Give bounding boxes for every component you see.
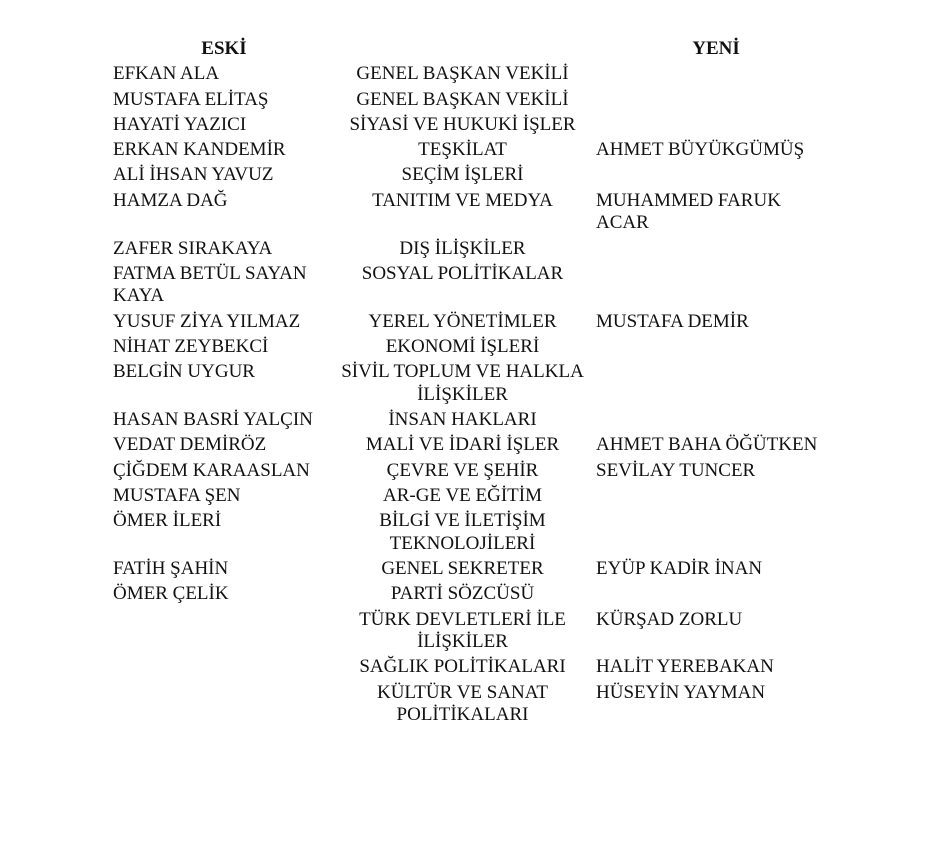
old-name-cell: FATMA BETÜL SAYAN KAYA	[113, 262, 307, 307]
new-name-cell	[590, 409, 836, 434]
position-cell: SİYASİ VE HUKUKİ İŞLER	[349, 113, 576, 135]
new-name-cell: HALİT YEREBAKAN	[596, 656, 774, 678]
position-cell: SİVİL TOPLUM VE HALKLA İLİŞKİLER	[341, 361, 584, 405]
table-row	[113, 336, 836, 361]
table-row	[113, 510, 836, 558]
old-name-cell: ERKAN KANDEMİR	[113, 139, 286, 161]
new-name-cell	[590, 485, 836, 510]
old-name-cell: EFKAN ALA	[113, 63, 220, 85]
old-name-cell: MUSTAFA ELİTAŞ	[113, 88, 269, 110]
new-name-cell	[590, 336, 836, 361]
old-name-cell: ZAFER SIRAKAYA	[113, 237, 273, 259]
old-name-cell: BELGİN UYGUR	[113, 361, 255, 383]
position-cell: SOSYAL POLİTİKALAR	[361, 262, 564, 284]
new-name-cell	[590, 164, 836, 189]
new-name-cell	[590, 263, 836, 311]
table-row	[113, 311, 836, 336]
header-row	[113, 38, 836, 63]
old-new-comparison-table	[113, 38, 836, 730]
position-cell: TEŞKİLAT	[418, 139, 507, 161]
header-old: ESKİ	[201, 38, 247, 59]
table-row	[113, 558, 836, 583]
new-name-cell: AHMET BAHA ÖĞÜTKEN	[596, 434, 818, 456]
header-new: YENİ	[692, 38, 740, 59]
old-name-cell: NİHAT ZEYBEKCİ	[113, 335, 269, 357]
position-cell: YEREL YÖNETİMLER	[368, 310, 557, 332]
table-row	[113, 89, 836, 114]
old-name-cell: MUSTAFA ŞEN	[113, 484, 241, 506]
new-name-cell: MUHAMMED FARUK ACAR	[596, 189, 781, 234]
position-cell: KÜLTÜR VE SANAT POLİTİKALARI	[376, 681, 549, 726]
old-name-cell	[113, 682, 335, 730]
old-name-cell: ÇİĞDEM KARAASLAN	[113, 459, 310, 481]
old-name-cell	[113, 609, 335, 657]
old-name-cell: FATİH ŞAHİN	[113, 558, 229, 580]
new-name-cell: KÜRŞAD ZORLU	[596, 608, 743, 630]
new-name-cell	[590, 114, 836, 139]
new-name-cell: EYÜP KADİR İNAN	[596, 558, 763, 580]
position-cell: EKONOMİ İŞLERİ	[385, 335, 540, 357]
position-cell: ÇEVRE VE ŞEHİR	[386, 459, 539, 481]
old-name-cell	[113, 656, 335, 681]
header-position	[335, 38, 590, 63]
table-row	[113, 656, 836, 681]
table-row	[113, 409, 836, 434]
old-name-cell: HAYATİ YAZICI	[113, 113, 247, 135]
table-row	[113, 63, 836, 88]
position-cell: GENEL SEKRETER	[381, 558, 544, 580]
position-cell: DIŞ İLİŞKİLER	[399, 237, 526, 259]
old-name-cell: ÖMER İLERİ	[113, 510, 222, 532]
new-name-cell: AHMET BÜYÜKGÜMÜŞ	[596, 139, 805, 161]
table-row	[113, 583, 836, 608]
new-name-cell	[590, 238, 836, 263]
new-name-cell	[590, 583, 836, 608]
new-name-cell	[590, 89, 836, 114]
table-row	[113, 114, 836, 139]
position-cell: SEÇİM İŞLERİ	[401, 164, 524, 186]
position-cell: SAĞLIK POLİTİKALARI	[359, 656, 566, 678]
new-name-cell	[590, 510, 836, 558]
old-name-cell: ÖMER ÇELİK	[113, 583, 229, 605]
old-name-cell: YUSUF ZİYA YILMAZ	[113, 310, 301, 332]
new-name-cell: SEVİLAY TUNCER	[596, 459, 756, 481]
new-name-cell: HÜSEYİN YAYMAN	[596, 681, 766, 703]
old-name-cell: HASAN BASRİ YALÇIN	[113, 409, 313, 431]
table-row	[113, 609, 836, 657]
old-name-cell: VEDAT DEMİRÖZ	[113, 434, 267, 456]
table-row	[113, 361, 836, 409]
new-name-cell	[590, 361, 836, 409]
position-cell: AR-GE VE EĞİTİM	[382, 484, 542, 506]
table-row	[113, 164, 836, 189]
position-cell: MALİ VE İDARİ İŞLER	[365, 434, 560, 456]
table-row	[113, 485, 836, 510]
table-row	[113, 434, 836, 459]
table-row	[113, 263, 836, 311]
table-row	[113, 139, 836, 164]
position-cell: PARTİ SÖZCÜSÜ	[390, 583, 535, 605]
position-cell: İNSAN HAKLARI	[388, 409, 537, 431]
old-name-cell: HAMZA DAĞ	[113, 189, 228, 211]
position-cell: BİLGİ VE İLETİŞİM TEKNOLOJİLERİ	[379, 510, 546, 554]
position-cell: TÜRK DEVLETLERİ İLE İLİŞKİLER	[359, 608, 566, 653]
position-cell: TANITIM VE MEDYA	[372, 189, 553, 211]
table-row	[113, 460, 836, 485]
table-body	[113, 63, 836, 729]
new-name-cell: MUSTAFA DEMİR	[596, 310, 749, 332]
old-name-cell: ALİ İHSAN YAVUZ	[113, 164, 274, 186]
table-row	[113, 238, 836, 263]
table-row	[113, 682, 836, 730]
position-cell: GENEL BAŞKAN VEKİLİ	[356, 63, 569, 85]
new-name-cell	[590, 63, 836, 88]
position-cell: GENEL BAŞKAN VEKİLİ	[356, 88, 569, 110]
table-row	[113, 190, 836, 238]
